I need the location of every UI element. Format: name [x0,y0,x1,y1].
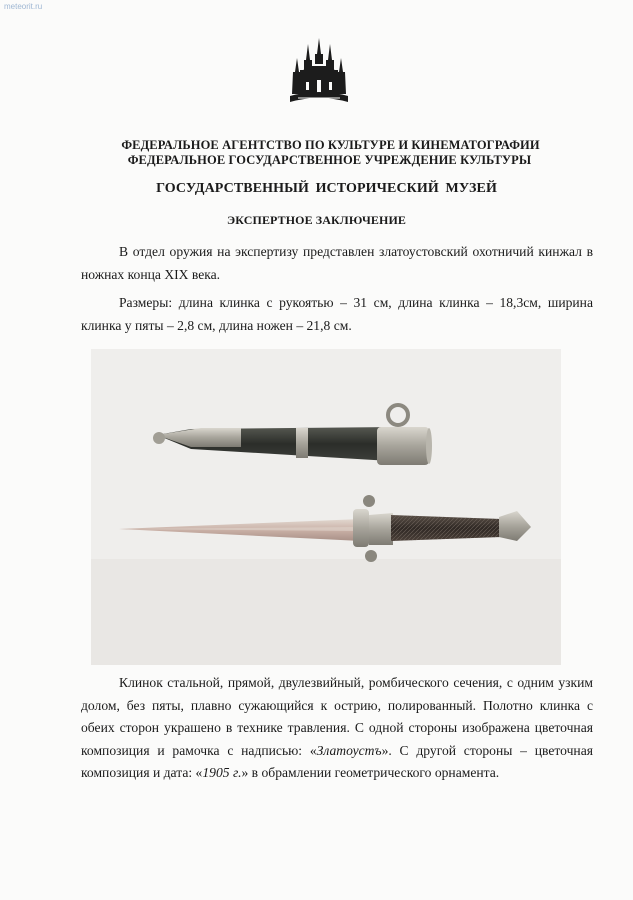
dimensions-paragraph: Размеры: длина клинка с рукоятью – 31 см, длина клинка – 18,3см, ширина клинка у пяты – 2,8 см, длина ножен – 21,8 см. [81,295,593,333]
agency-heading: ФЕДЕРАЛЬНОЕ АГЕНТСТВО ПО КУЛЬТУРЕ И КИНЕМАТОГРАФИИ [121,138,540,152]
museum-logo [288,36,350,106]
watermark: meteorit.ru [4,2,43,11]
blade-inscription: Златоустъ [316,742,382,758]
institution-heading: ФЕДЕРАЛЬНОЕ ГОСУДАРСТВЕННОЕ УЧРЕЖДЕНИЕ КУЛЬТУРЫ [127,153,532,167]
description-text-1: Клинок стальной, прямой, двулезвийный, ромбического сечения, с одним узким долом, без пяты, плавно сужающийся к острию, полированный. Полотно клинка с обеих сторон украшено в технике травления. С одной стороны изображена цветочная композиция и рамочка с надписью: « [81,675,593,758]
description-text-2: ». С другой стороны – цветочная композиция и дата: « [81,742,593,780]
intro-paragraph: В отдел оружия на экспертизу представлен златоустовский охотничий кинжал в ножнах конца XIX века. [81,244,593,282]
museum-heading: ГОСУДАРСТВЕННЫЙ ИСТОРИЧЕСКИЙ МУЗЕЙ [156,181,497,196]
description-paragraph [81,672,593,785]
document-title: ЭКСПЕРТНОЕ ЗАКЛЮЧЕНИЕ [227,213,406,227]
dagger-with-scabbard-photo [91,349,561,665]
description-text-3: » в обрамлении геометрического орнамента. [241,765,500,780]
museum-building-icon [288,36,350,106]
blade-date: 1905 г. [202,765,242,780]
